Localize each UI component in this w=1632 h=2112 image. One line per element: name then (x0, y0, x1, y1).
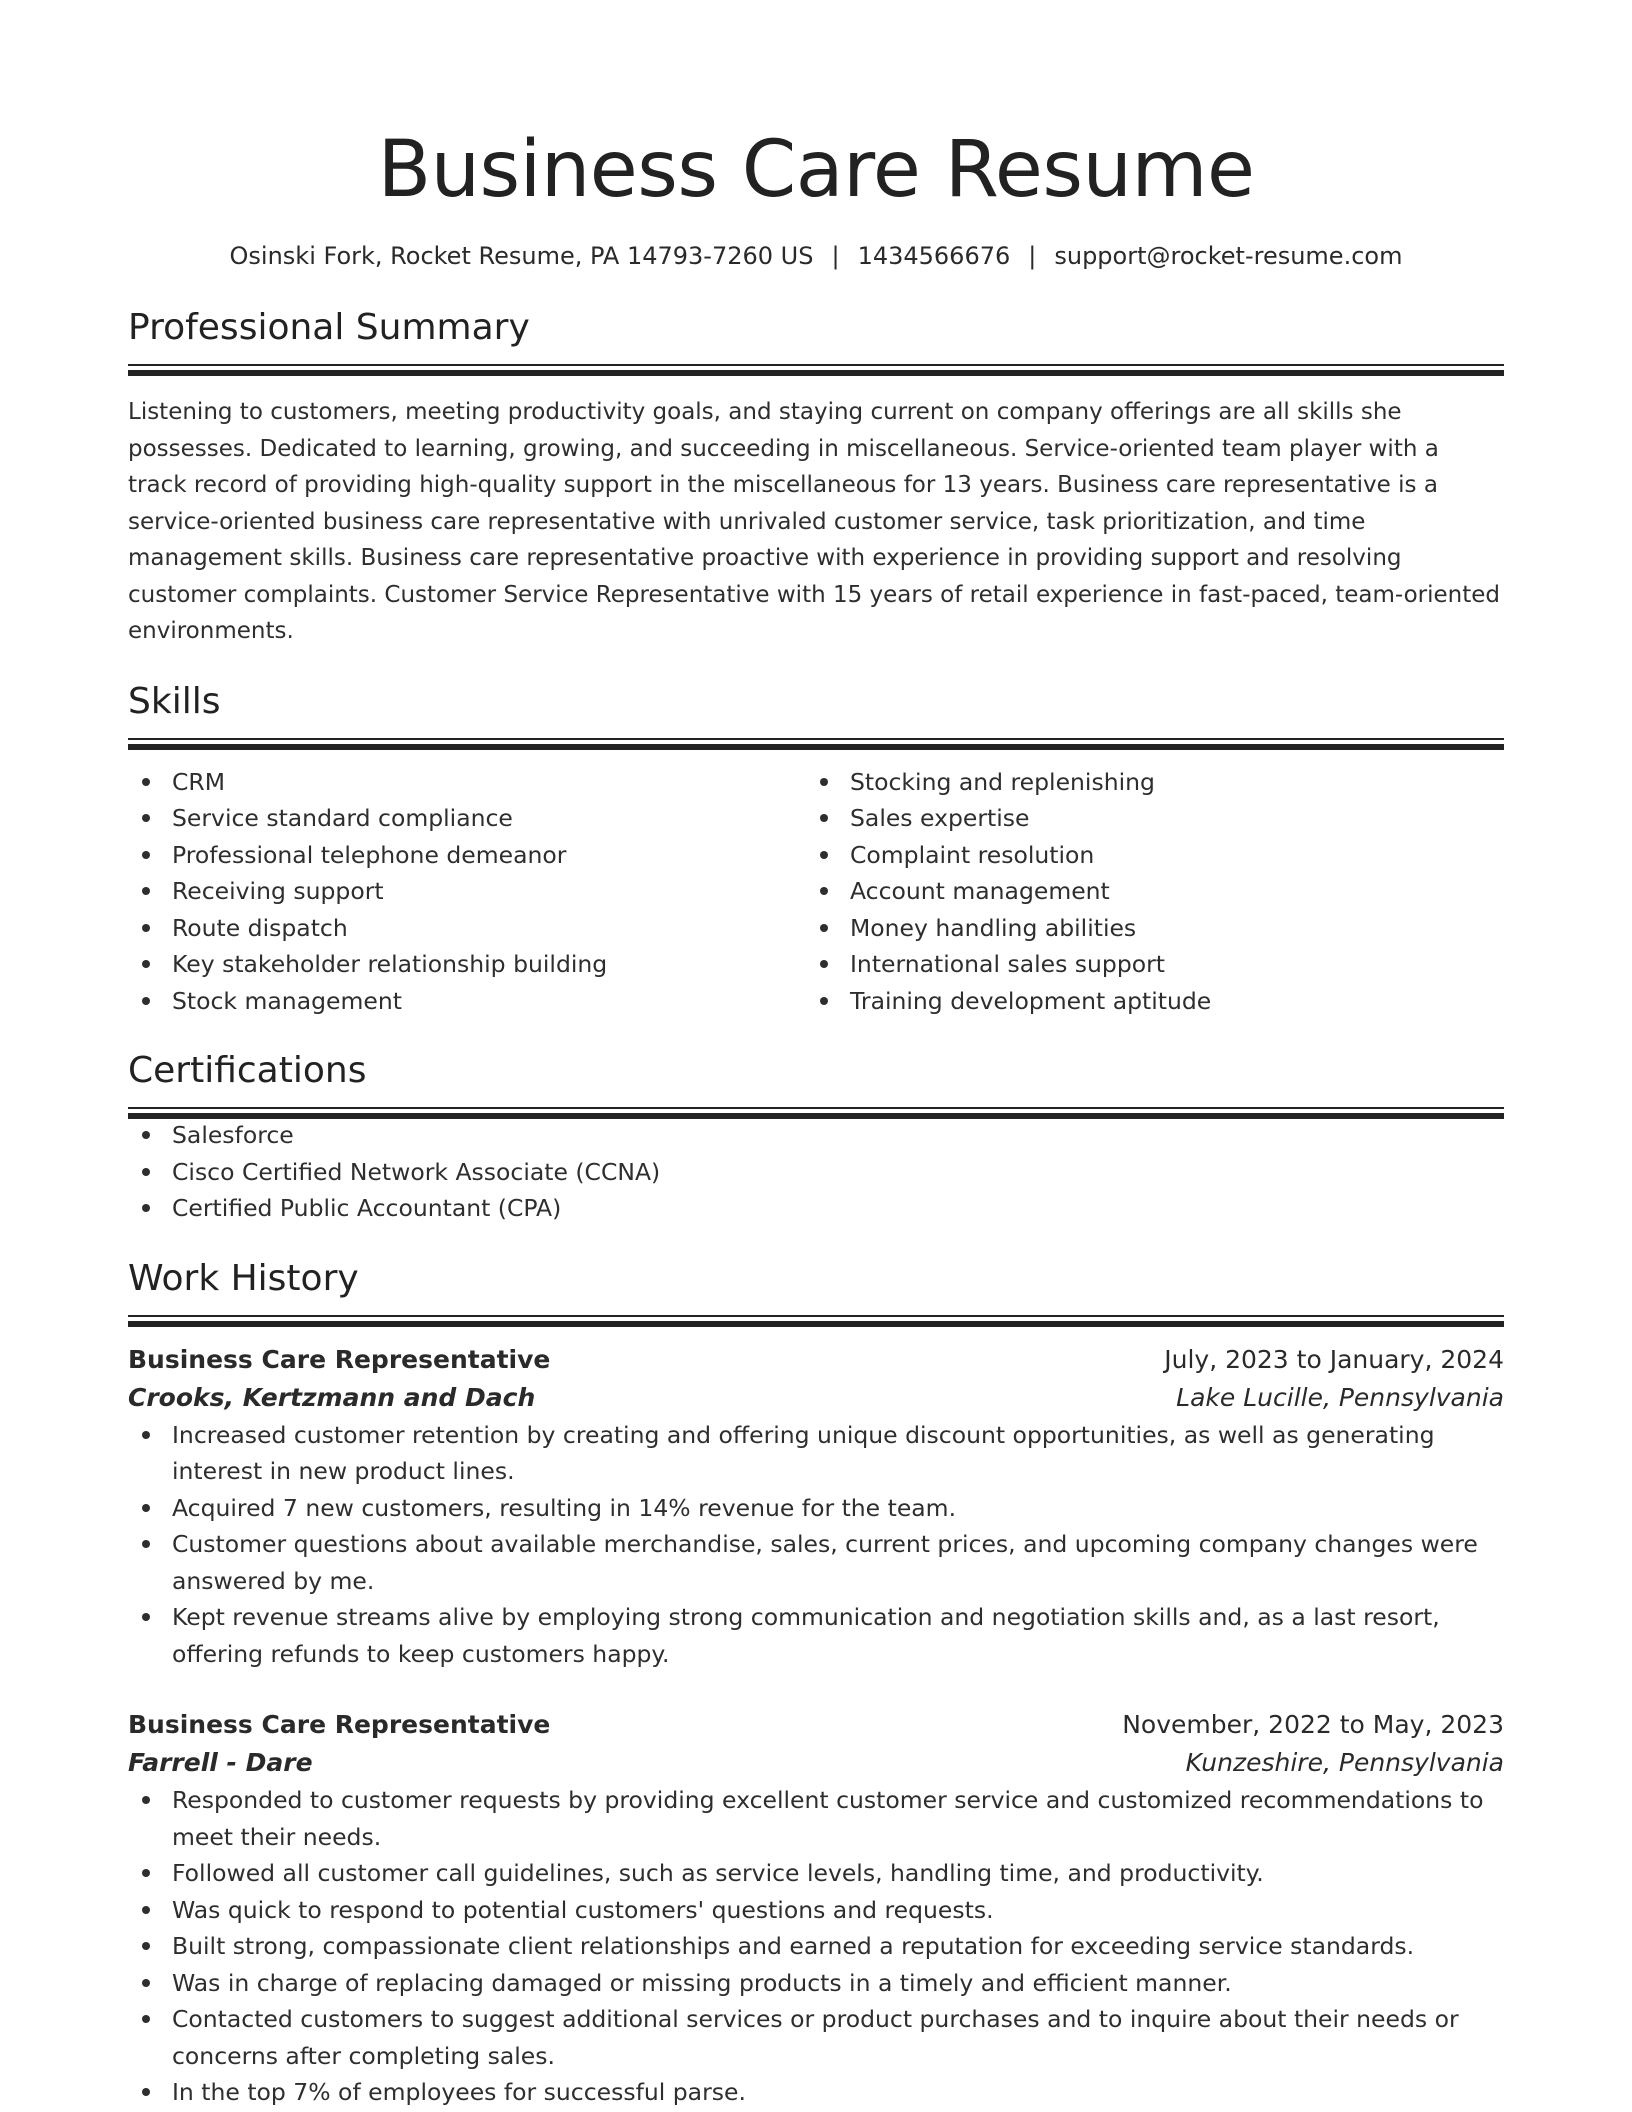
section-title-skills: Skills (128, 680, 221, 722)
summary-section (128, 306, 1504, 650)
resume-page (128, 0, 1504, 2111)
job-title: Business Care Representative (128, 1710, 551, 1739)
list-item: Professional telephone demeanor (128, 837, 806, 874)
contact-phone: 1434566676 (857, 242, 1011, 270)
list-item: Money handling abilities (806, 910, 1484, 947)
section-divider (128, 1107, 1504, 1117)
job-header-row (128, 1341, 1504, 1379)
job-location: Lake Lucille, Pennsylvania (1176, 1382, 1504, 1412)
job-entry (128, 1341, 1504, 1673)
job-bullet: Responded to customer requests by providing excellent customer service and customized recommendations to meet their needs. (128, 1782, 1504, 1855)
section-divider (128, 364, 1504, 374)
job-bullet: Was quick to respond to potential customers' questions and requests. (128, 1892, 1504, 1929)
list-item: International sales support (806, 946, 1484, 983)
contact-separator: | (831, 242, 840, 270)
skills-grid (128, 764, 1504, 1020)
list-item: Receiving support (128, 873, 806, 910)
job-entry (128, 1706, 1504, 2111)
contact-address: Osinski Fork, Rocket Resume, PA 14793-7260 US (229, 242, 814, 270)
list-item: Route dispatch (128, 910, 806, 947)
list-item: Salesforce (128, 1117, 1504, 1154)
jobs-list (128, 1341, 1504, 2111)
list-item: Sales expertise (806, 800, 1484, 837)
job-company: Crooks, Kertzmann and Dach (128, 1382, 536, 1412)
section-divider (128, 738, 1504, 748)
job-dates: July, 2023 to January, 2024 (1164, 1344, 1504, 1374)
job-company: Farrell - Dare (128, 1748, 313, 1777)
list-item: Key stakeholder relationship building (128, 946, 806, 983)
section-title-summary: Professional Summary (128, 307, 530, 348)
job-bullet: Kept revenue streams alive by employing strong communication and negotiation skills and, as a last resort, offering refunds to keep customers happy. (128, 1599, 1504, 1672)
job-bullets (128, 1417, 1504, 1673)
list-item: Certified Public Accountant (CPA) (128, 1190, 1504, 1227)
job-dates: November, 2022 to May, 2023 (1122, 1710, 1504, 1739)
list-item: Cisco Certified Network Associate (CCNA) (128, 1154, 1504, 1191)
job-bullet: Built strong, compassionate client relationships and earned a reputation for exceeding service standards. (128, 1928, 1504, 1965)
job-bullet: Followed all customer call guidelines, such as service levels, handling time, and productivity. (128, 1855, 1504, 1892)
job-company-row (128, 1379, 1504, 1417)
job-bullet: Contacted customers to suggest additional services or product purchases and to inquire about their needs or concerns after completing sales. (128, 2001, 1504, 2074)
work-history-section (128, 1257, 1504, 2111)
list-item: CRM (128, 764, 806, 801)
list-item: Complaint resolution (806, 837, 1484, 874)
skills-list-left (128, 764, 806, 1020)
certifications-section (128, 1049, 1504, 1227)
list-item: Training development aptitude (806, 983, 1484, 1020)
list-item: Stock management (128, 983, 806, 1020)
contact-separator: | (1028, 242, 1037, 270)
contact-email: support@rocket-resume.com (1054, 242, 1403, 270)
job-header-row (128, 1706, 1504, 1744)
job-bullet: Was in charge of replacing damaged or missing products in a timely and efficient manner. (128, 1965, 1504, 2002)
section-title-work-history: Work History (128, 1257, 359, 1299)
resume-title: Business Care Resume (377, 125, 1255, 215)
list-item: Service standard compliance (128, 800, 806, 837)
skills-section (128, 680, 1504, 1020)
list-item: Account management (806, 873, 1484, 910)
contact-line (128, 240, 1504, 272)
job-title: Business Care Representative (128, 1344, 551, 1374)
job-location: Kunzeshire, Pennsylvania (1185, 1748, 1504, 1777)
job-company-row (128, 1744, 1504, 1782)
job-bullet: In the top 7% of employees for successful parse. (128, 2074, 1504, 2111)
skills-list-right (806, 764, 1484, 1020)
job-bullet: Acquired 7 new customers, resulting in 14% revenue for the team. (128, 1490, 1504, 1527)
list-item: Stocking and replenishing (806, 764, 1484, 801)
certifications-list (128, 1117, 1504, 1227)
job-bullet: Increased customer retention by creating and offering unique discount opportunities, as well as generating interest in new product lines. (128, 1417, 1504, 1490)
section-divider (128, 1315, 1504, 1325)
job-bullet: Customer questions about available merchandise, sales, current prices, and upcoming company changes were answered by me. (128, 1526, 1504, 1599)
job-bullets (128, 1782, 1504, 2111)
section-title-certifications: Certifications (128, 1050, 367, 1091)
summary-text: Listening to customers, meeting productivity goals, and staying current on company offerings are all skills she possesses. Dedicated to learning, growing, and succeeding in miscellaneous. Service-oriented team player with a track record of providing high-quality support in the miscellaneous for 13 years. Business care representative is a service-oriented business care representative with unrivaled customer service, task prioritization, and time management skills. Business care representative proactive with experience in providing support and resolving customer complaints. Customer Service Representative with 15 years of retail experience in fast-paced, team-oriented environments. (128, 399, 1501, 644)
